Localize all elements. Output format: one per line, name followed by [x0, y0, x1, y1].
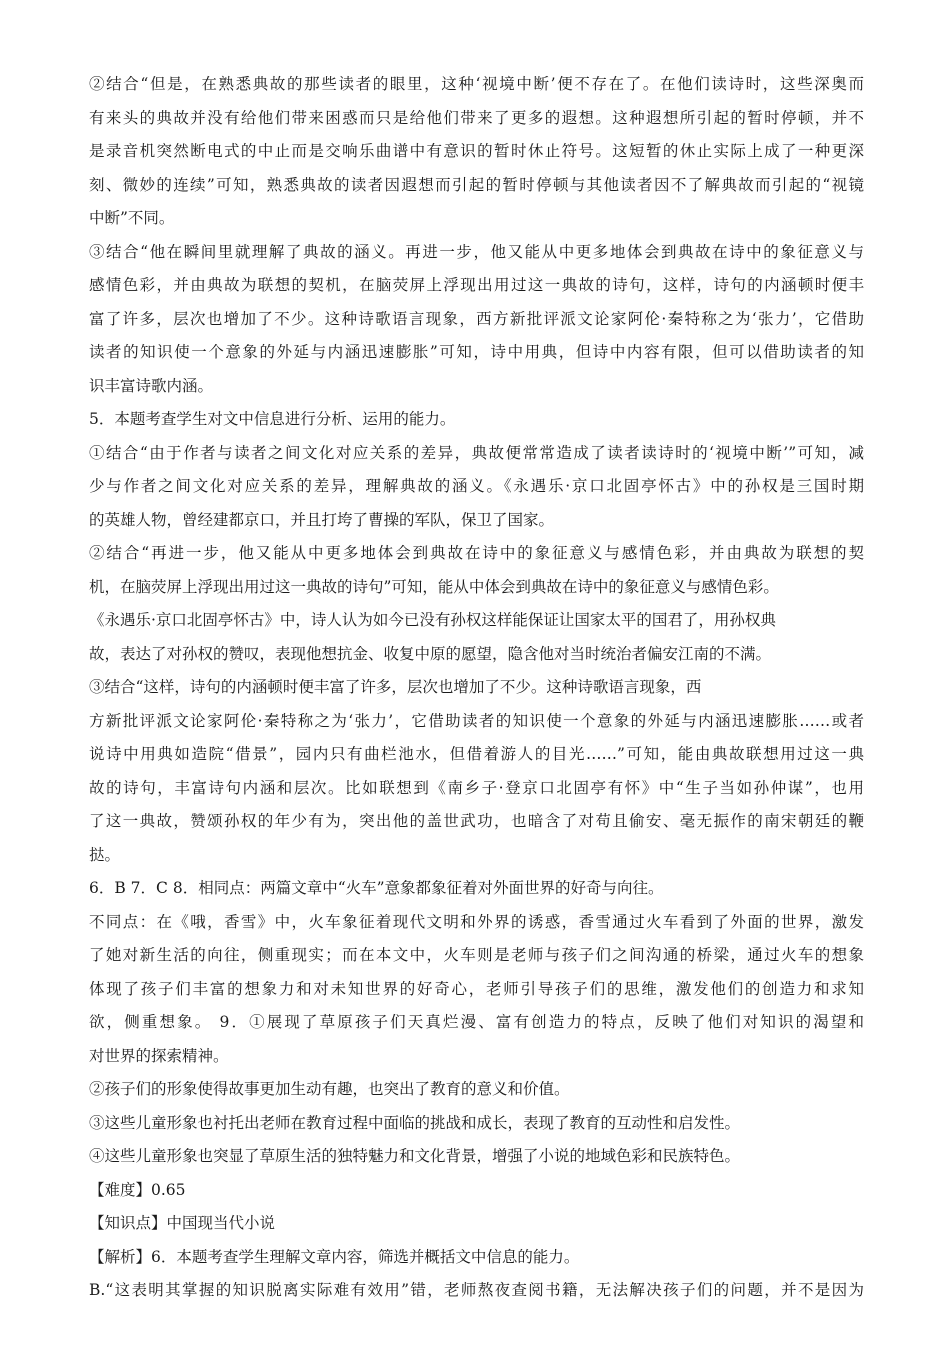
text-line: 刻、微妙的连续”可知，熟悉典故的读者因遐想而引起的暂时停顿与其他读者因不了解典故而引起的“视镜 [89, 175, 864, 194]
text-line: 5．本题考查学生对文中信息进行分析、运用的能力。 [89, 410, 456, 428]
text-line: 少与作者之间文化对应关系的差异，理解典故的涵义。《永遇乐·京口北固亭怀古》中的孙权是三国时期 [89, 477, 864, 495]
text-line: 欲，侧重想象。 9．①展现了草原孩子们天真烂漫、富有创造力的特点，反映了他们对知识的渴望和 [89, 1013, 864, 1031]
text-line: 了这一典故，赞颂孙权的年少有为，突出他的盖世武功，也暗含了对苟且偷安、毫无振作的南宋朝廷的鞭 [89, 812, 864, 830]
text-line: 中断”不同。 [89, 209, 175, 227]
text-line: 挞。 [89, 845, 121, 864]
text-line: ②结合“但是，在熟悉典故的那些读者的眼里，这种‘视境中断’便不存在了。在他们读诗时，这些深奥而 [89, 75, 864, 93]
text-line: 方新批评派文论家阿伦·秦特称之为‘张力’，它借助读者的知识使一个意象的外延与内涵迅速膨胀……或者 [89, 711, 864, 730]
text-line: 读者的知识使一个意象的外延与内涵迅速膨胀”可知，诗中用典，但诗中内容有限，但可以借助读者的知 [89, 343, 864, 361]
text-line: ②孩子们的形象使得故事更加生动有趣，也突出了教育的意义和价值。 [89, 1080, 570, 1098]
text-line: 不同点：在《哦，香雪》中，火车象征着现代文明和外界的诱惑，香雪通过火车看到了外面的世界，激发 [89, 912, 864, 931]
text-line: ③结合“这样，诗句的内涵顿时便丰富了许多，层次也增加了不少。这种诗歌语言现象，西 [89, 678, 702, 696]
text-line: 的英雄人物，曾经建都京口，并且打垮了曹操的军队，保卫了国家。 [89, 510, 555, 529]
text-line: 识丰富诗歌内涵。 [89, 376, 214, 395]
text-line: ④这些儿童形象也突显了草原生活的独特魅力和文化背景，增强了小说的地域色彩和民族特色。 [89, 1147, 741, 1165]
text-line: ③结合“他在瞬间里就理解了典故的涵义。再进一步，他又能从中更多地体会到典故在诗中的象征意义与 [89, 242, 864, 261]
text-line: 《永遇乐·京口北固亭怀古》中，诗人认为如今已没有孙权这样能保证让国家太平的国君了，用孙权典 [89, 611, 776, 629]
text-line: 富了许多，层次也增加了不少。这种诗歌语言现象，西方新批评派文论家阿伦·秦特称之为‘张力’，它借助 [89, 309, 864, 328]
text-line: 故的诗句，丰富诗句内涵和层次。比如联想到《南乡子·登京口北固亭有怀》中“生子当如孙仲谋”，也用 [89, 778, 864, 797]
text-line: ②结合“再进一步，他又能从中更多地体会到典故在诗中的象征意义与感情色彩，并由典故为联想的契 [89, 544, 864, 562]
text-line: 【难度】0.65 [89, 1180, 186, 1199]
text-line: 有来头的典故并没有给他们带来困惑而只是给他们带来了更多的遐想。这种遐想所引起的暂时停顿，并不 [89, 108, 864, 127]
text-line: 故，表达了对孙权的赞叹，表现他想抗金、收复中原的愿望，隐含他对当时统治者偏安江南的不满。 [89, 644, 772, 663]
text-line: 说诗中用典如造院“借景”，园内只有曲栏池水，但借着游人的目光……”可知，能由典故联想用过这一典 [89, 745, 864, 763]
text-line: 【知识点】中国现当代小说 [89, 1214, 276, 1232]
text-line: 机，在脑荧屏上浮现出用过这一典故的诗句”可知，能从中体会到典故在诗中的象征意义与感情色彩。 [89, 577, 779, 596]
text-line: 是录音机突然断电式的中止而是交响乐曲谱中有意识的暂时休止符号。这短暂的休止实际上成了一种更深 [89, 142, 864, 160]
text-line: 了她对新生活的向往，侧重现实；而在本文中，火车则是老师与孩子们之间沟通的桥梁，通过火车的想象 [89, 946, 864, 964]
text-line: ③这些儿童形象也衬托出老师在教育过程中面临的挑战和成长，表现了教育的互动性和启发性。 [89, 1113, 741, 1132]
text-line: 6．B 7．C 8．相同点：两篇文章中“火车”意象都象征着对外面世界的好奇与向往。 [89, 879, 664, 897]
text-line: B.“这表明其掌握的知识脱离实际难有效用”错，老师熬夜查阅书籍，无法解决孩子们的问题，并不是因为 [89, 1281, 864, 1299]
text-line: 体现了孩子们丰富的想象力和对未知世界的好奇心，老师引导孩子们的思维，激发他们的创造力和求知 [89, 979, 864, 998]
text-line: 感情色彩，并由典故为联想的契机，在脑荧屏上浮现出用过这一典故的诗句，这样，诗句的内涵顿时便丰 [89, 276, 864, 294]
text-line: 对世界的探索精神。 [89, 1046, 229, 1065]
text-line: 【解析】6．本题考查学生理解文章内容，筛选并概括文中信息的能力。 [89, 1247, 580, 1266]
text-line: ①结合“由于作者与读者之间文化对应关系的差异，典故便常常造成了读者读诗时的‘视境中断’”可知，减 [89, 443, 864, 462]
